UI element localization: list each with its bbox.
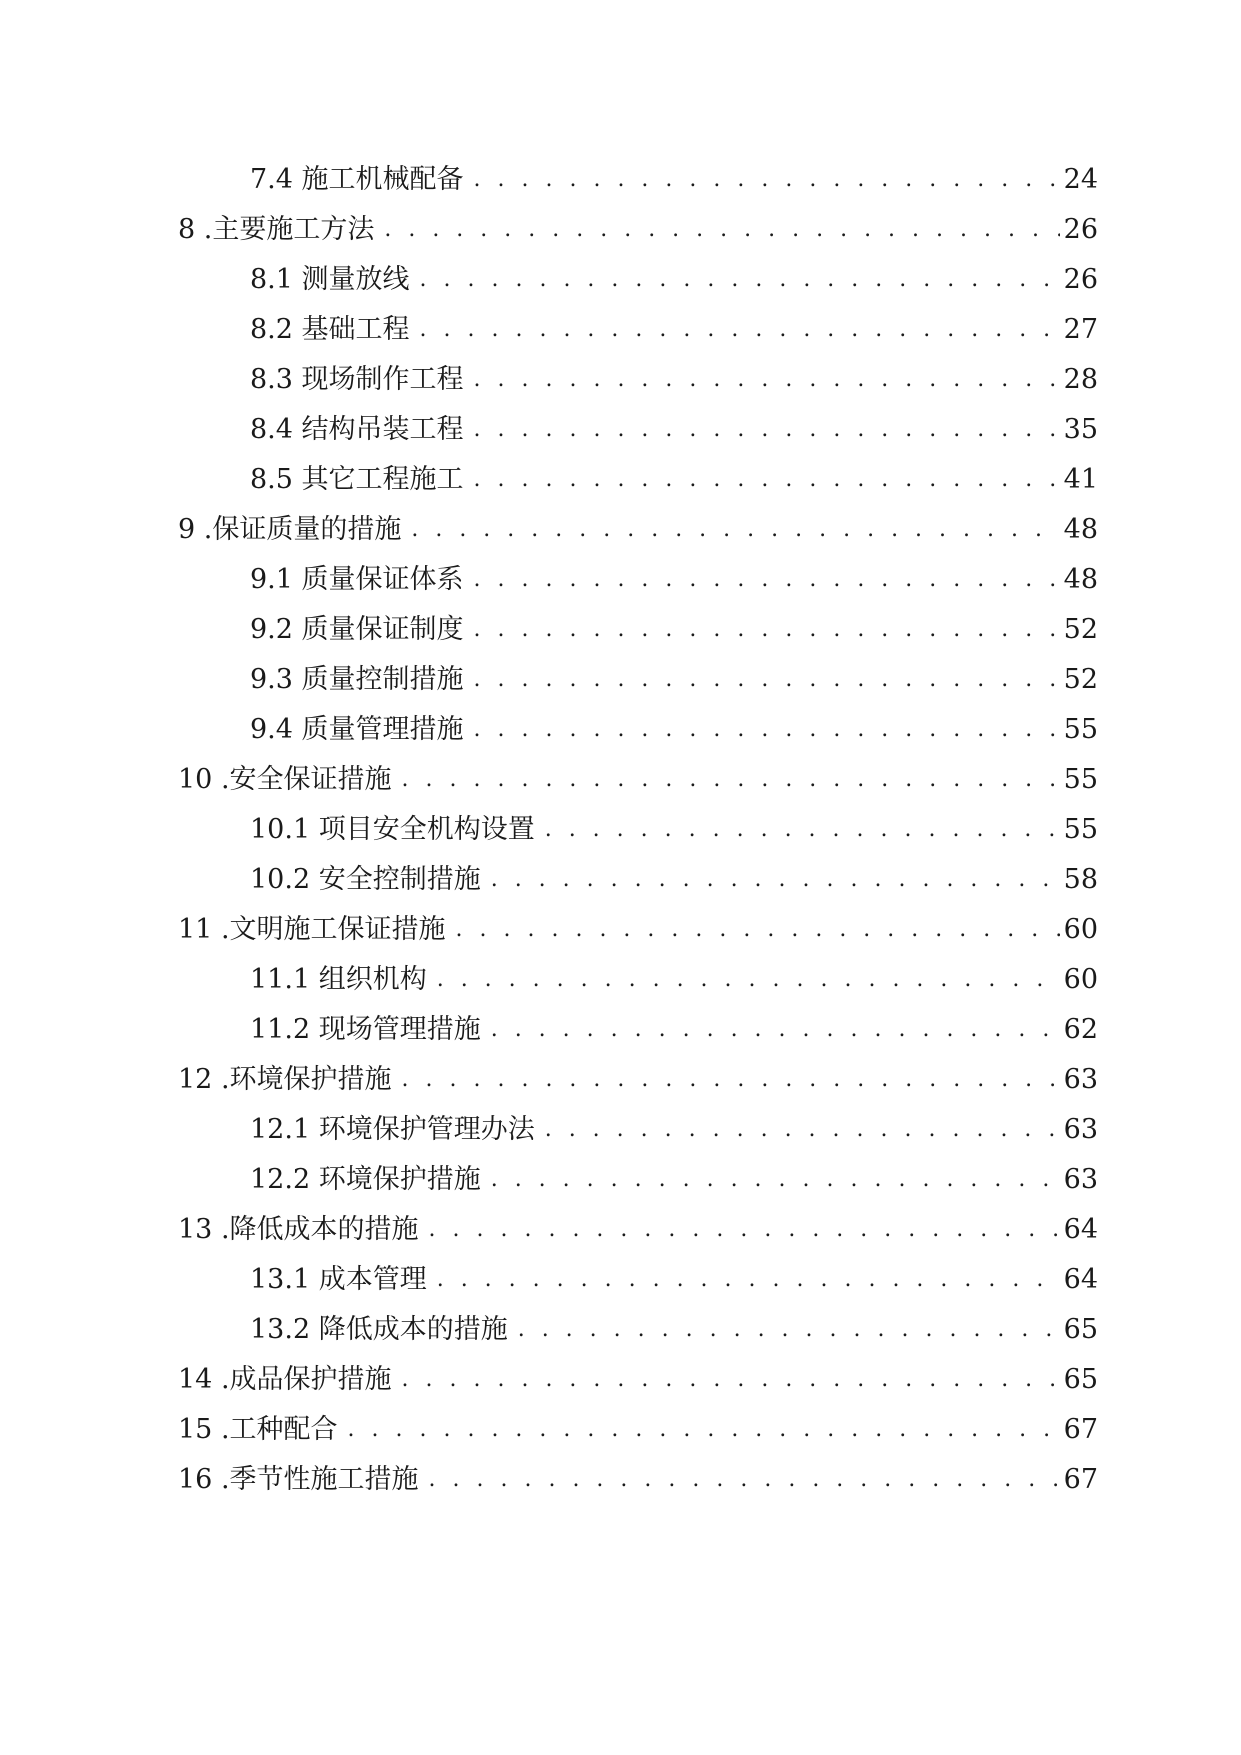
toc-entry-label: 7.4 施工机械配备 [250,164,464,195]
toc-dot-leader [474,605,1060,655]
toc-entry-page-number: 48 [1063,514,1098,545]
toc-entry-label: 11 .文明施工保证措施 [178,914,446,945]
toc-entry-page-number: 52 [1063,664,1098,695]
toc-entry-page-number: 41 [1063,464,1098,495]
toc-dot-leader [411,505,1059,555]
toc-dot-leader [348,1405,1060,1455]
toc-entry-page-number: 26 [1063,264,1098,295]
toc-entry-page-number: 63 [1063,1114,1098,1145]
toc-dot-leader [491,1155,1060,1205]
toc-subsection-entry[interactable] [178,155,1098,205]
toc-subsection-entry[interactable] [178,255,1098,305]
toc-entry-label: 12.1 环境保护管理办法 [250,1114,535,1145]
toc-subsection-entry[interactable] [178,355,1098,405]
toc-subsection-entry[interactable] [178,1255,1098,1305]
toc-entry-label: 16 .季节性施工措施 [178,1464,419,1495]
toc-entry-label: 13 .降低成本的措施 [178,1214,419,1245]
toc-entry-label: 8.4 结构吊装工程 [250,414,464,445]
toc-entry-label: 14 .成品保护措施 [178,1364,392,1395]
toc-section-entry[interactable] [178,505,1098,555]
toc-dot-leader [491,855,1060,905]
toc-section-entry[interactable] [178,1455,1098,1505]
toc-subsection-entry[interactable] [178,855,1098,905]
toc-dot-leader [474,455,1060,505]
toc-entry-page-number: 48 [1063,564,1098,595]
toc-subsection-entry[interactable] [178,305,1098,355]
toc-subsection-entry[interactable] [178,1155,1098,1205]
toc-section-entry[interactable] [178,205,1098,255]
toc-dot-leader [474,705,1060,755]
toc-dot-leader [474,355,1060,405]
toc-entry-label: 9.1 质量保证体系 [250,564,464,595]
toc-subsection-entry[interactable] [178,1005,1098,1055]
toc-dot-leader [474,405,1060,455]
toc-entry-label: 13.2 降低成本的措施 [250,1314,508,1345]
toc-entry-page-number: 24 [1063,164,1098,195]
toc-dot-leader [402,1055,1060,1105]
toc-section-entry[interactable] [178,755,1098,805]
toc-entry-page-number: 60 [1063,964,1098,995]
table-of-contents [178,155,1098,1505]
toc-entry-page-number: 58 [1063,864,1098,895]
toc-subsection-entry[interactable] [178,805,1098,855]
toc-entry-label: 9.3 质量控制措施 [250,664,464,695]
toc-subsection-entry[interactable] [178,955,1098,1005]
toc-entry-label: 8.5 其它工程施工 [250,464,464,495]
toc-entry-label: 12 .环境保护措施 [178,1064,392,1095]
toc-section-entry[interactable] [178,1205,1098,1255]
toc-dot-leader [429,1205,1060,1255]
toc-entry-page-number: 64 [1063,1214,1098,1245]
toc-dot-leader [491,1005,1060,1055]
toc-subsection-entry[interactable] [178,1305,1098,1355]
toc-entry-label: 10 .安全保证措施 [178,764,392,795]
toc-section-entry[interactable] [178,1055,1098,1105]
toc-subsection-entry[interactable] [178,705,1098,755]
toc-dot-leader [402,755,1060,805]
toc-entry-label: 11.1 组织机构 [250,964,427,995]
toc-entry-page-number: 62 [1063,1014,1098,1045]
toc-entry-page-number: 27 [1063,314,1098,345]
toc-entry-label: 8.2 基础工程 [250,314,410,345]
toc-entry-page-number: 52 [1063,614,1098,645]
toc-subsection-entry[interactable] [178,455,1098,505]
toc-entry-page-number: 26 [1063,214,1098,245]
toc-dot-leader [384,205,1059,255]
toc-section-entry[interactable] [178,1405,1098,1455]
toc-subsection-entry[interactable] [178,555,1098,605]
toc-subsection-entry[interactable] [178,405,1098,455]
toc-dot-leader [429,1455,1060,1505]
toc-entry-page-number: 63 [1063,1064,1098,1095]
toc-entry-page-number: 64 [1063,1264,1098,1295]
toc-dot-leader [545,1105,1060,1155]
toc-entry-page-number: 65 [1063,1314,1098,1345]
toc-subsection-entry[interactable] [178,655,1098,705]
toc-dot-leader [474,155,1060,205]
toc-entry-page-number: 60 [1063,914,1098,945]
toc-dot-leader [456,905,1060,955]
toc-entry-page-number: 63 [1063,1164,1098,1195]
toc-entry-page-number: 55 [1063,814,1098,845]
toc-section-entry[interactable] [178,1355,1098,1405]
toc-entry-page-number: 67 [1063,1464,1098,1495]
toc-dot-leader [420,305,1060,355]
toc-entry-page-number: 67 [1063,1414,1098,1445]
toc-entry-label: 8.1 测量放线 [250,264,410,295]
toc-dot-leader [420,255,1060,305]
toc-dot-leader [437,955,1060,1005]
toc-dot-leader [402,1355,1060,1405]
toc-entry-page-number: 55 [1063,764,1098,795]
toc-dot-leader [518,1305,1060,1355]
toc-entry-label: 8.3 现场制作工程 [250,364,464,395]
toc-dot-leader [474,555,1060,605]
toc-subsection-entry[interactable] [178,1105,1098,1155]
toc-entry-label: 8 .主要施工方法 [178,214,375,245]
toc-entry-label: 11.2 现场管理措施 [250,1014,481,1045]
toc-entry-page-number: 35 [1063,414,1098,445]
toc-dot-leader [474,655,1060,705]
toc-section-entry[interactable] [178,905,1098,955]
toc-entry-label: 15 .工种配合 [178,1414,338,1445]
toc-subsection-entry[interactable] [178,605,1098,655]
toc-entry-label: 9.4 质量管理措施 [250,714,464,745]
toc-entry-label: 10.2 安全控制措施 [250,864,481,895]
toc-entry-label: 9 .保证质量的措施 [178,514,402,545]
toc-entry-page-number: 55 [1063,714,1098,745]
toc-entry-page-number: 65 [1063,1364,1098,1395]
toc-entry-page-number: 28 [1063,364,1098,395]
toc-entry-label: 10.1 项目安全机构设置 [250,814,535,845]
toc-dot-leader [545,805,1060,855]
toc-dot-leader [437,1255,1060,1305]
toc-entry-label: 13.1 成本管理 [250,1264,427,1295]
toc-entry-label: 12.2 环境保护措施 [250,1164,481,1195]
toc-entry-label: 9.2 质量保证制度 [250,614,464,645]
